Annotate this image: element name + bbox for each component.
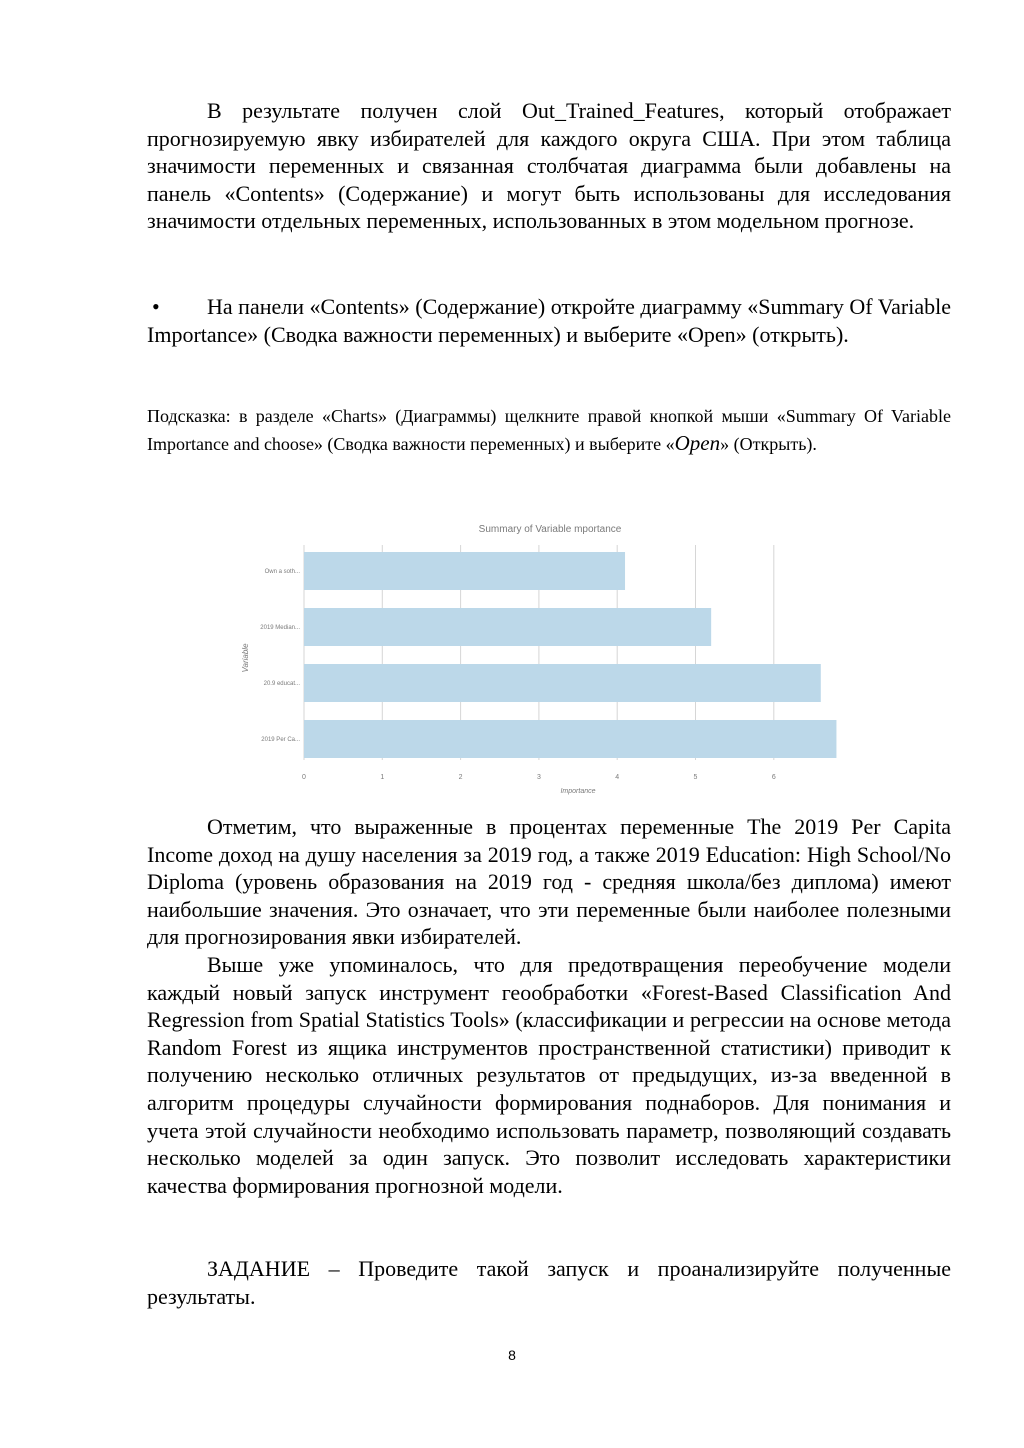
x-tick-label: 2: [458, 774, 463, 781]
category-label: Own a soth...: [264, 569, 300, 575]
hint-open-word: Open: [674, 431, 721, 456]
x-tick-label: 1: [380, 774, 385, 781]
paragraph-findings: Отметим, что выраженные в процентах переменные The 2019 Per Capita Income доход на душу населения за 2019 год, а также 2019 Education: High School/No Diploma (уровень образования на 2019 год - средняя школа/без диплома) имеют наибольшие значения. Это означает, что эти переменные были наиболее полезными для прогнозирования явки избирателей.: [147, 814, 951, 950]
x-axis-label: Importance: [560, 788, 596, 795]
chart-x-ticks: [302, 774, 776, 781]
x-tick-label: 3: [536, 774, 541, 781]
chart-title: Summary of Variable mportance: [478, 524, 622, 535]
category-label: 2019 Median...: [260, 625, 300, 631]
x-tick-label: 0: [302, 774, 306, 781]
x-tick-label: 4: [615, 774, 620, 781]
bar: [304, 720, 836, 758]
category-label: 20.9 educat...: [263, 681, 300, 687]
x-tick-label: 6: [771, 774, 776, 781]
hint-text: [147, 403, 951, 458]
chart-category-labels: [260, 569, 300, 743]
y-axis-label: Variable: [241, 643, 250, 673]
paragraph-intro: В результате получен слой Out_Trained_Features, который отображает прогнозируемую явку избирателей для каждого округа США. При этом таблица значимости переменных и связанная столбчатая диаграмма были добавлены на панель «Contents» (Содержание) и могут быть использованы для исследования значимости отдельных переменных, использованных в этом модельном прогнозе.: [147, 98, 951, 234]
bullet-item-open-chart: [147, 293, 951, 348]
paragraph-task: ЗАДАНИЕ – Проведите такой запуск и проанализируйте полученные результаты.: [147, 1256, 951, 1309]
category-label: 2019 Per Ca...: [261, 737, 300, 743]
hint-tail: » (Открыть).: [720, 434, 817, 455]
page-number: 8: [508, 1347, 516, 1363]
chart-bars: [304, 552, 836, 758]
variable-importance-chart: [240, 515, 852, 797]
hint-main: Подсказка: в разделе «Charts» (Диаграммы) щелкните правой кнопкой мыши «Summary Of Variable Importance and choose» (Сводка важности переменных) и выберите «: [147, 406, 951, 455]
paragraph-randomness: Выше уже упоминалось, что для предотвращения переобучение модели каждый новый запуск инструмент геообработки «Forest-Based Classification And Regression from Spatial Statistics Tools» (классификации и регрессии на основе метода Random Forest из ящика инструментов пространственной статистики) приводит к получению несколько отличных результатов от предыдущих, из-за введенной в алгоритм процедуры случайности формирования поднаборов. Для понимания и учета этой случайности необходимо использовать параметр, позволяющий создавать несколько моделей за один запуск. Это позволит исследовать характеристики качества формирования прогнозной модели.: [147, 952, 951, 1198]
bullet-text: На панели «Contents» (Содержание) откройте диаграмму «Summary Of Variable Importance» (Сводка важности переменных) и выберите «Open» (открыть).: [147, 294, 951, 347]
bar: [304, 664, 821, 702]
bar: [304, 552, 625, 590]
bar: [304, 608, 711, 646]
bullet-icon: •: [152, 294, 160, 319]
x-tick-label: 5: [693, 774, 698, 781]
